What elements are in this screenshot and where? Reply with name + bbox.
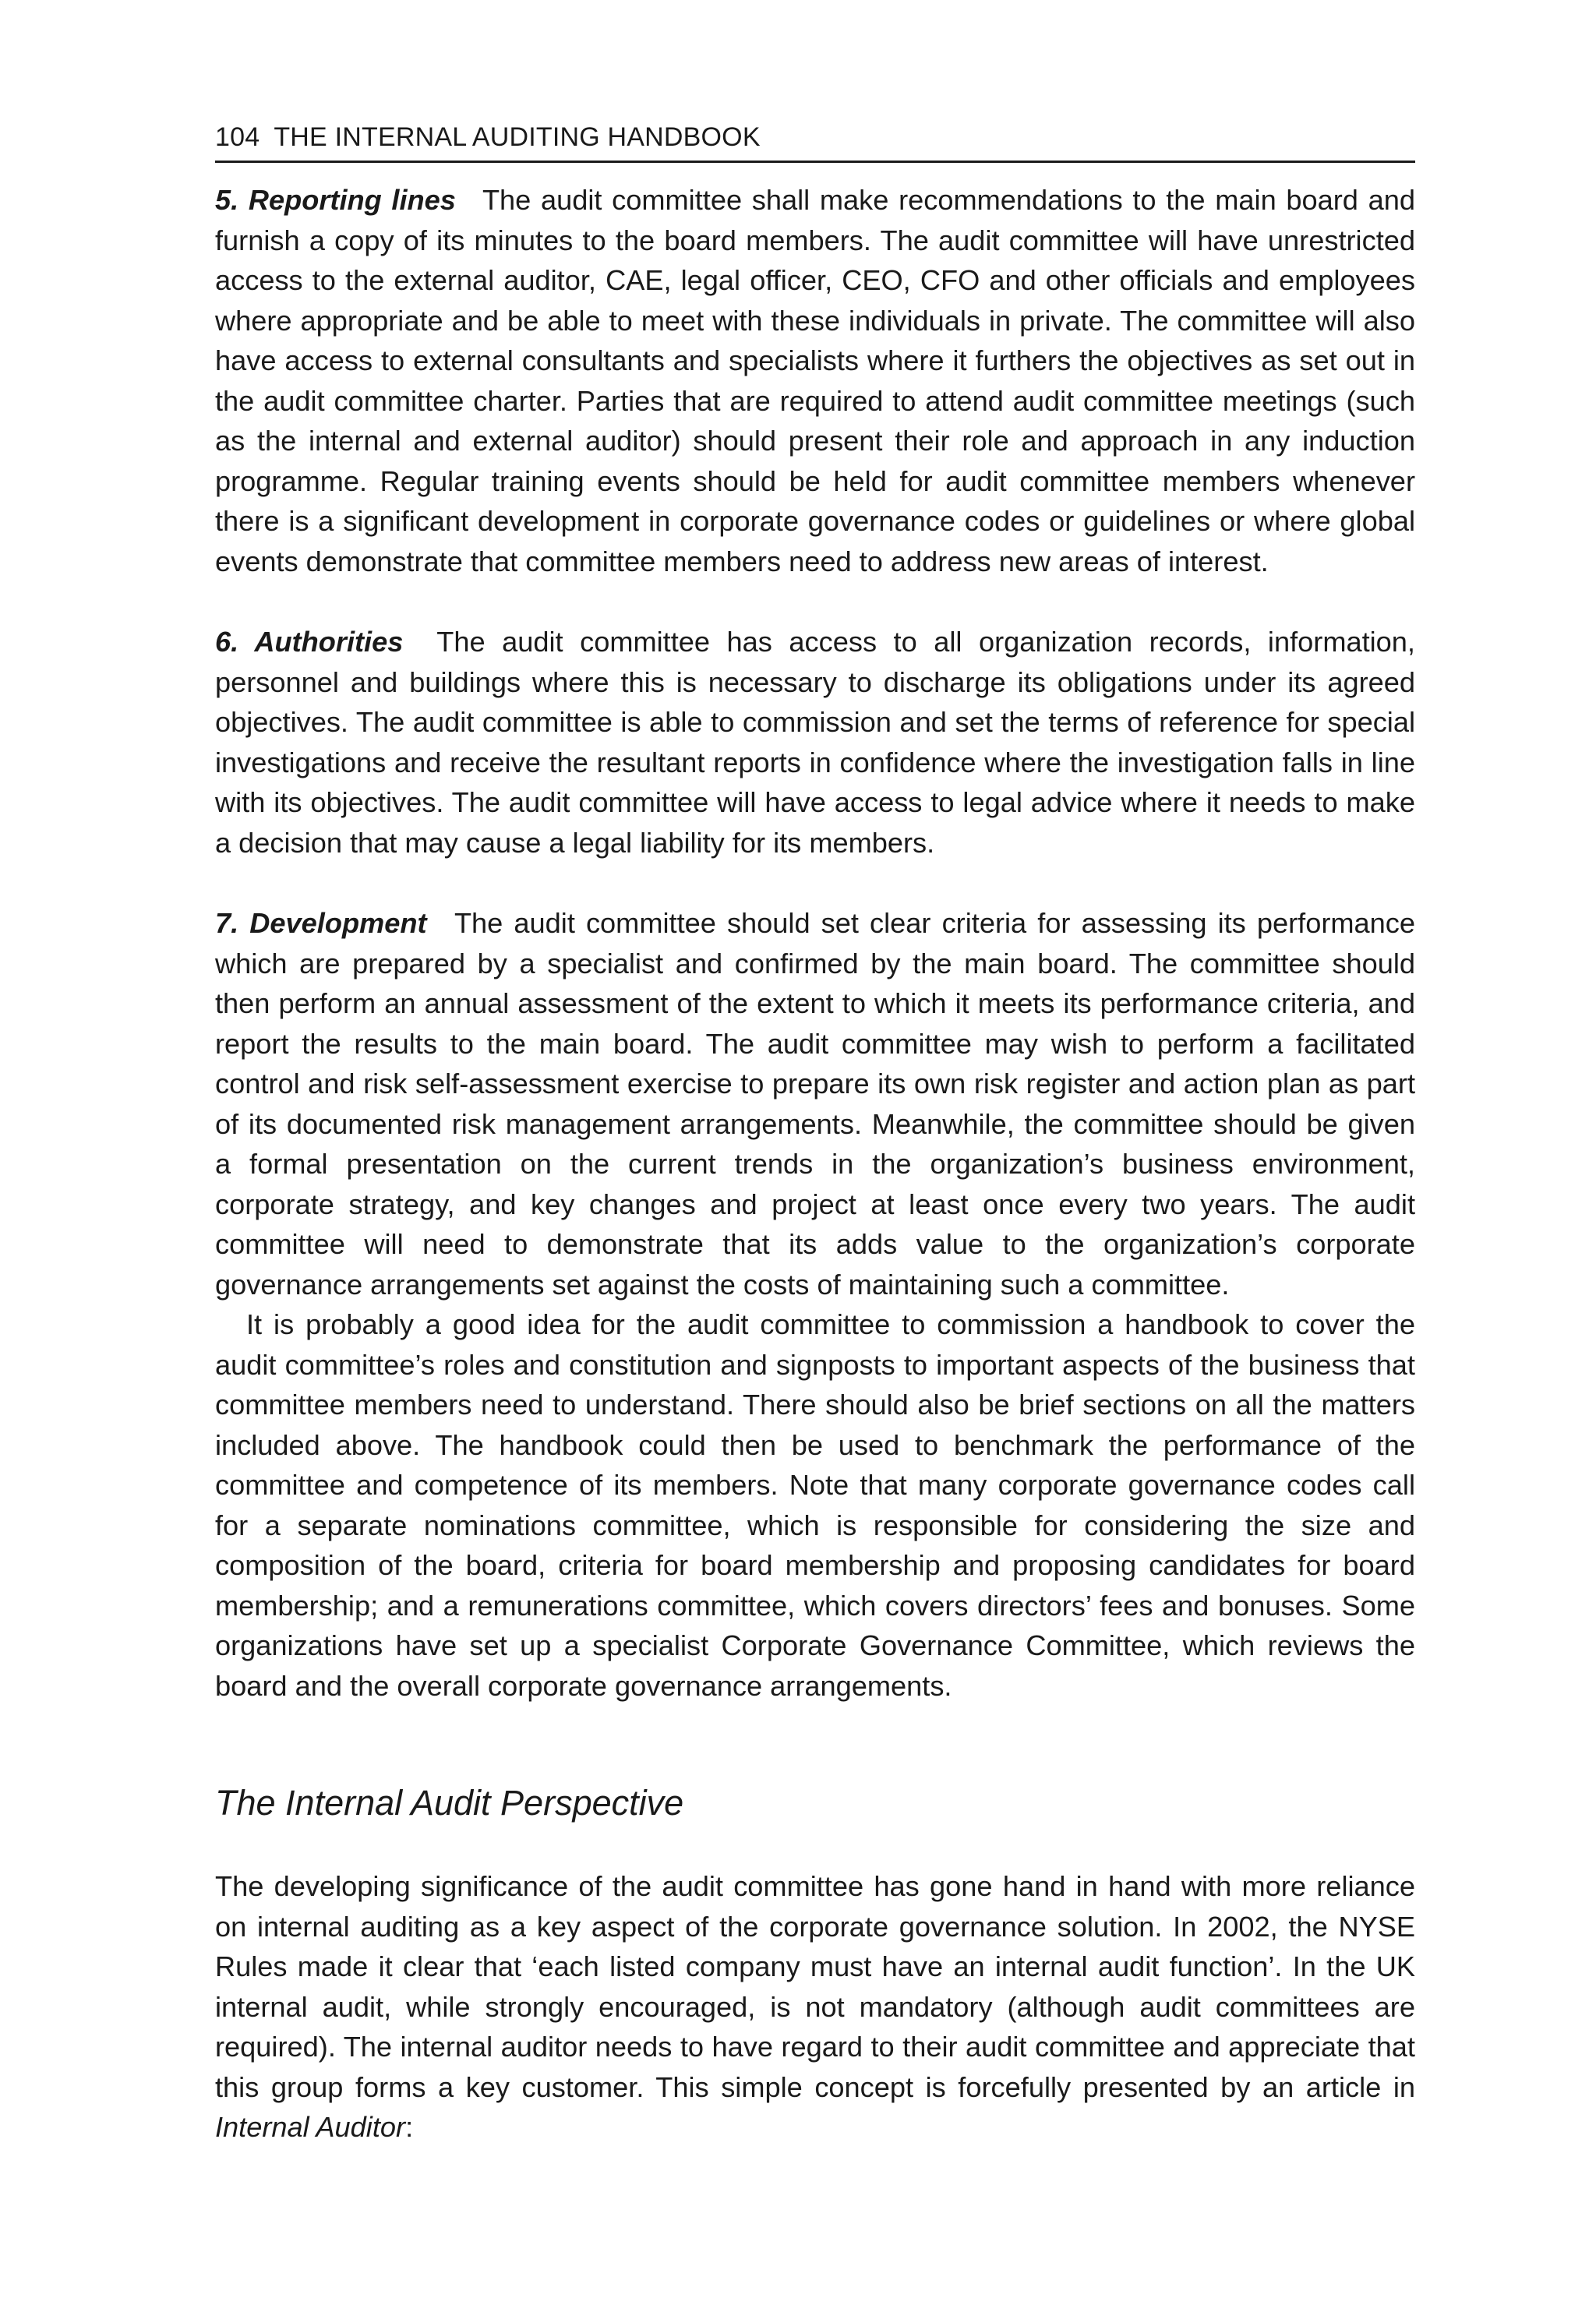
section-authorities — [215, 622, 1415, 863]
section-heading: The Internal Audit Perspective — [215, 1783, 684, 1823]
section-development — [215, 903, 1415, 1304]
section-label: 5. Reporting lines — [215, 184, 456, 216]
section-text: The audit committee has access to all organization records, information, personnel and buildings where this is necessary to discharge its obligations under its agreed objectives. The audit committee is able to commission and set the terms of reference for special investigations and receive the resultant reports in confidence where the investigation falls in line with its objectives. The audit committee will have access to legal advice where it needs to make a decision that may cause a legal liability for its members. — [215, 626, 1415, 859]
running-header — [215, 117, 1415, 163]
section-text: The audit committee should set clear criteria for assessing its performance which are prepared by a specialist and confirmed by the main board. The committee should then perform an annual assessment of the extent to which it meets its performance criteria, and report the results to the main board. The audit committee may wish to perform a facilitated control and risk self-assessment exercise to prepare its own risk register and action plan as part of its documented risk management arrangements. Meanwhile, the committee should be given a formal presentation on the current trends in the organization’s business environment, corporate strategy, and key changes and project at least once every two years. The audit committee will need to demonstrate that its adds value to the organization’s corporate governance arrangements set against the costs of maintaining such a committee. — [215, 907, 1416, 1301]
page-number: 104 — [215, 122, 260, 152]
perspective-paragraph — [215, 1866, 1415, 2148]
section-reporting-lines — [215, 180, 1415, 581]
perspective-text: The developing significance of the audit committee has gone hand in hand with more reliance on internal auditing as a key aspect of the corporate governance solution. In 2002, the NYSE Rules made it clear that ‘each listed company must have an internal audit function’. In the UK internal audit, while strongly encouraged, is not mandatory (although audit committees are required). The internal auditor needs to have regard to their audit committee and appreciate that this group forms a key customer. This simple concept is forcefully presented by an article in — [215, 1870, 1415, 2103]
citation-title: Internal Auditor — [215, 2111, 406, 2143]
development-continuation: It is probably a good idea for the audit committee to commission a handbook to cover the audit committee’s roles and constitution and signposts to important aspects of the business that committee members need to understand. There should also be brief sections on all the matters included above. The handbook could then be used to benchmark the performance of the committee and competence of its members. Note that many corporate governance codes call for a separate nominations committee, which is responsible for considering the size and composition of the board, criteria for board membership and proposing candidates for board membership; and a remunerations committee, which covers directors’ fees and bonuses. Some organizations have set up a specialist Corporate Governance Committee, which reviews the board and the overall corporate governance arrangements. — [215, 1308, 1415, 1702]
book-page — [215, 117, 1415, 2148]
section-label: 6. Authorities — [215, 626, 404, 658]
section-text: The audit committee shall make recommendations to the main board and furnish a copy of its minutes to the board members. The audit committee will have unrestricted access to the external auditor, CAE, legal officer, CEO, CFO and other officials and employees where appropriate and be able to meet with these individuals in private. The committee will also have access to external consultants and specialists where it furthers the objectives as set out in the audit committee charter. Parties that are required to attend audit committee meetings (such as the internal and external auditor) should present their role and approach in any induction programme. Regular training events should be held for audit committee members whenever there is a significant development in corporate governance codes or guidelines or where global events demonstrate that committee members need to address new areas of interest. — [215, 184, 1416, 577]
section-label: 7. Development — [215, 907, 427, 939]
end-punctuation: : — [405, 2111, 414, 2143]
book-title: THE INTERNAL AUDITING HANDBOOK — [274, 122, 761, 152]
